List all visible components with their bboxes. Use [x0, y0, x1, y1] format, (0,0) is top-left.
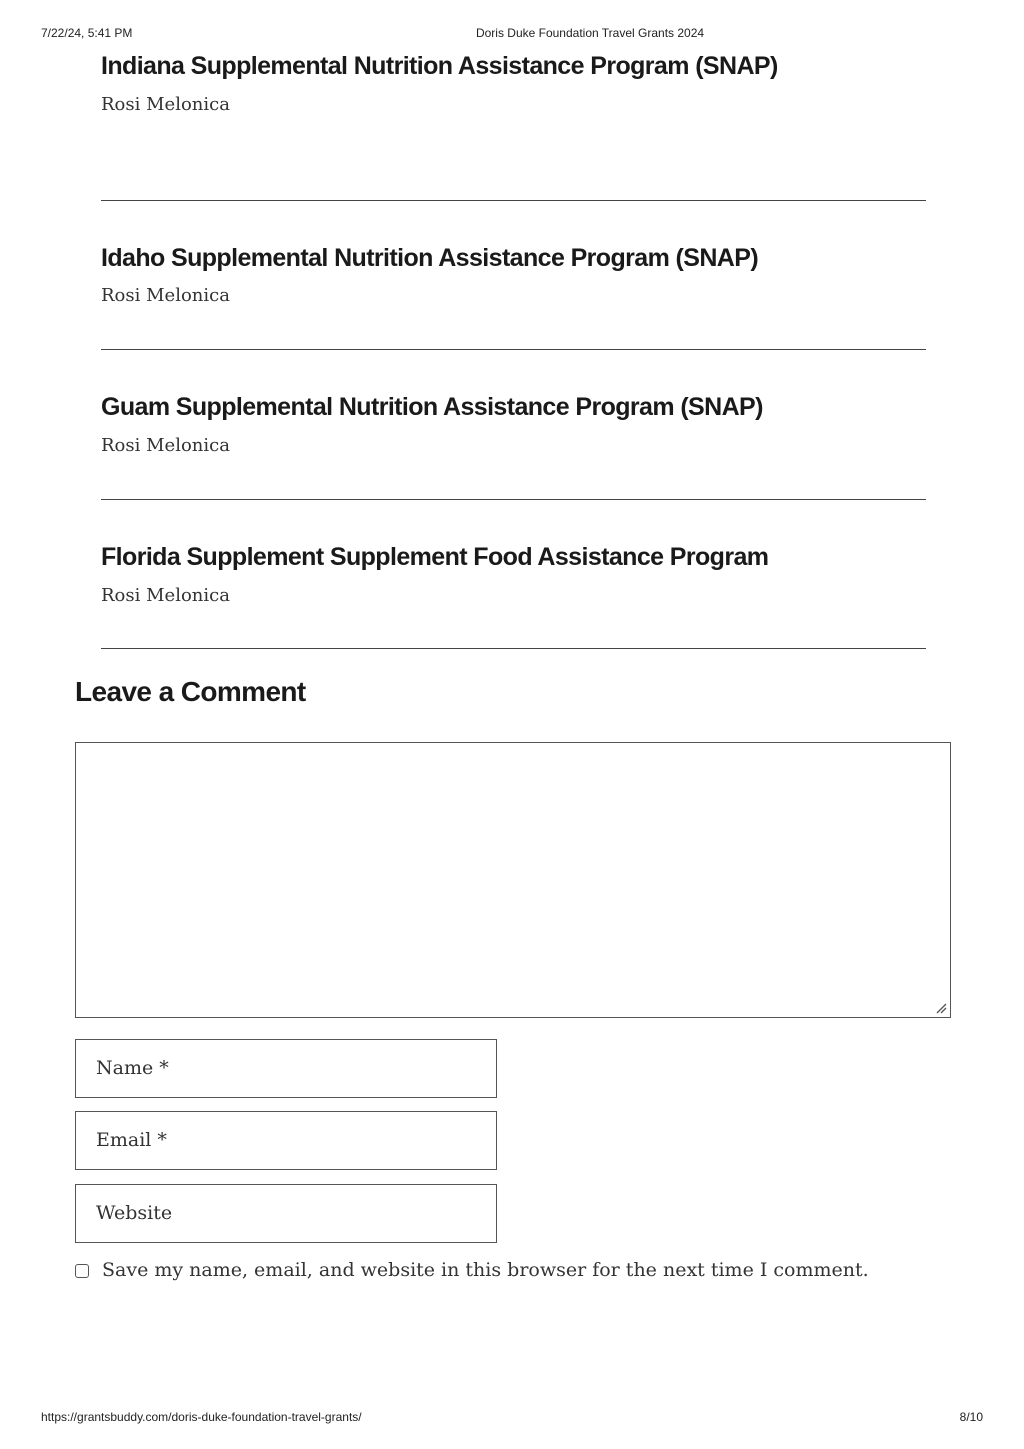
related-post-title-link[interactable]: Idaho Supplemental Nutrition Assistance Program (SNAP) — [101, 244, 759, 272]
save-info-row — [75, 1259, 975, 1285]
related-post-title-link[interactable]: Guam Supplemental Nutrition Assistance Program (SNAP) — [101, 393, 763, 421]
website-field-placeholder: Website — [96, 1202, 173, 1224]
print-page-number: 8/10 — [959, 1410, 983, 1424]
resize-handle-icon[interactable] — [935, 1002, 947, 1014]
related-post — [101, 500, 926, 649]
print-footer — [0, 1410, 1024, 1426]
related-post — [101, 350, 926, 500]
leave-comment-heading: Leave a Comment — [75, 676, 306, 707]
print-document-title: Doris Duke Foundation Travel Grants 2024 — [475, 26, 705, 40]
print-datetime: 7/22/24, 5:41 PM — [41, 26, 133, 40]
related-post-title-link[interactable]: Indiana Supplemental Nutrition Assistance Program (SNAP) — [101, 52, 778, 80]
related-post — [101, 52, 926, 201]
related-post-title-link[interactable]: Florida Supplement Supplement Food Assistance Program — [101, 543, 769, 571]
email-field-placeholder: Email * — [96, 1129, 167, 1151]
related-post-author: Rosi Melonica — [101, 94, 230, 115]
related-post-author: Rosi Melonica — [101, 585, 230, 606]
related-posts-list — [101, 52, 926, 649]
save-info-checkbox[interactable] — [75, 1264, 89, 1278]
comment-textarea[interactable] — [75, 742, 951, 1018]
print-header — [0, 26, 1024, 42]
related-post-author: Rosi Melonica — [101, 285, 230, 306]
related-post-author: Rosi Melonica — [101, 435, 230, 456]
email-field[interactable] — [75, 1111, 497, 1170]
name-field[interactable] — [75, 1039, 497, 1098]
print-url: https://grantsbuddy.com/doris-duke-foundation-travel-grants/ — [41, 1410, 362, 1424]
website-field[interactable] — [75, 1184, 497, 1243]
save-info-label[interactable]: Save my name, email, and website in this browser for the next time I comment. — [102, 1259, 869, 1281]
name-field-placeholder: Name * — [96, 1057, 169, 1079]
related-post — [101, 201, 926, 350]
